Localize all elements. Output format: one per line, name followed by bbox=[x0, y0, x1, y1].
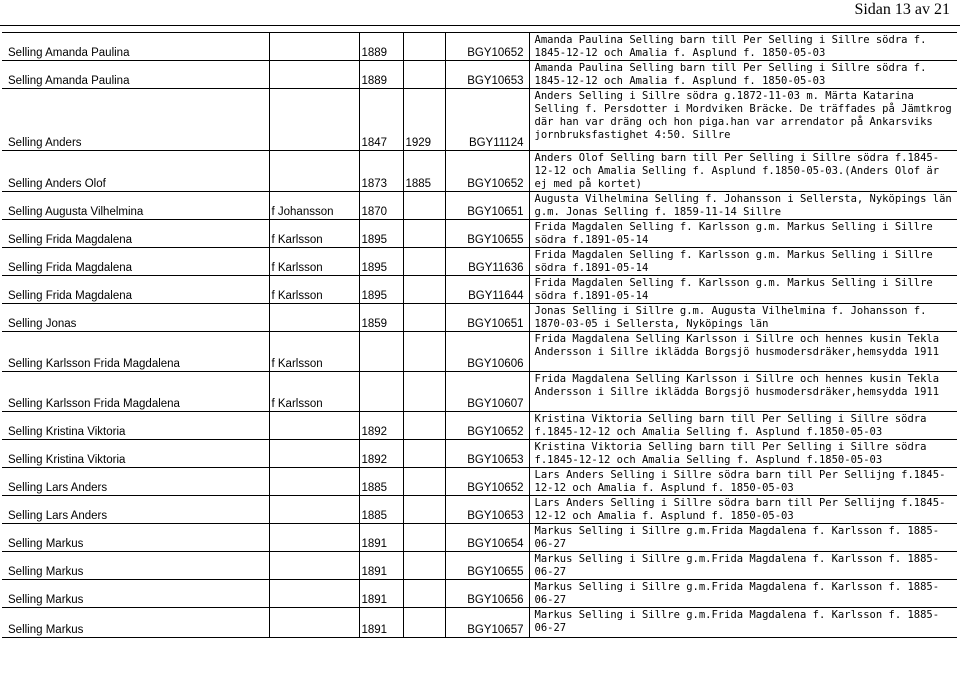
person-name-cell: Selling Markus bbox=[2, 608, 269, 638]
register-body bbox=[2, 33, 957, 638]
description-cell: Anders Selling i Sillre södra g.1872-11-03 m. Märta Katarina Selling f. Persdotter i Mordviken Bräcke. De träffades på Jämtkrog där han var dräng och hon piga.han var arrendator på Ankarsviks jornbruksfastighet 4:50. Sillre bbox=[529, 89, 957, 151]
death-year-cell bbox=[403, 608, 445, 638]
description-cell: Augusta Vilhelmina Selling f. Johansson i Sellersta, Nyköpings län g.m. Jonas Selling f. 1859-11-14 Sillre bbox=[529, 192, 957, 220]
table-row bbox=[2, 608, 957, 638]
maiden-name-cell bbox=[269, 412, 359, 440]
table-row bbox=[2, 440, 957, 468]
photo-code-cell: BGY11636 bbox=[445, 248, 529, 276]
photo-code-cell: BGY10651 bbox=[445, 304, 529, 332]
person-name-cell: Selling Kristina Viktoria bbox=[2, 440, 269, 468]
death-year-cell bbox=[403, 412, 445, 440]
photo-code-cell: BGY10606 bbox=[445, 332, 529, 372]
photo-code-cell: BGY10652 bbox=[445, 468, 529, 496]
description-cell: Frida Magdalen Selling f. Karlsson g.m. Markus Selling i Sillre södra f.1891-05-14 bbox=[529, 248, 957, 276]
photo-code-cell: BGY10652 bbox=[445, 33, 529, 61]
person-name-cell: Selling Amanda Paulina bbox=[2, 33, 269, 61]
register-table bbox=[2, 32, 957, 638]
birth-year-cell: 1889 bbox=[359, 33, 403, 61]
description-cell: Jonas Selling i Sillre g.m. Augusta Vilhelmina f. Johansson f. 1870-03-05 i Sellersta, Nyköpings län bbox=[529, 304, 957, 332]
death-year-cell: 1885 bbox=[403, 151, 445, 192]
table-row bbox=[2, 552, 957, 580]
photo-code-cell: BGY10655 bbox=[445, 220, 529, 248]
person-name-cell: Selling Frida Magdalena bbox=[2, 276, 269, 304]
maiden-name-cell bbox=[269, 552, 359, 580]
person-name-cell: Selling Karlsson Frida Magdalena bbox=[2, 372, 269, 412]
death-year-cell bbox=[403, 248, 445, 276]
birth-year-cell: 1885 bbox=[359, 468, 403, 496]
maiden-name-cell: f Karlsson bbox=[269, 276, 359, 304]
table-row bbox=[2, 89, 957, 151]
birth-year-cell: 1885 bbox=[359, 496, 403, 524]
photo-code-cell: BGY10653 bbox=[445, 61, 529, 89]
death-year-cell bbox=[403, 332, 445, 372]
maiden-name-cell: f Karlsson bbox=[269, 248, 359, 276]
birth-year-cell: 1889 bbox=[359, 61, 403, 89]
maiden-name-cell bbox=[269, 524, 359, 552]
person-name-cell: Selling Markus bbox=[2, 524, 269, 552]
page-header bbox=[0, 0, 960, 26]
table-row bbox=[2, 412, 957, 440]
photo-code-cell: BGY10652 bbox=[445, 412, 529, 440]
person-name-cell: Selling Lars Anders bbox=[2, 468, 269, 496]
table-row bbox=[2, 304, 957, 332]
birth-year-cell: 1895 bbox=[359, 276, 403, 304]
photo-code-cell: BGY10652 bbox=[445, 151, 529, 192]
birth-year-cell: 1892 bbox=[359, 412, 403, 440]
person-name-cell: Selling Anders Olof bbox=[2, 151, 269, 192]
table-row bbox=[2, 61, 957, 89]
birth-year-cell: 1891 bbox=[359, 552, 403, 580]
person-name-cell: Selling Jonas bbox=[2, 304, 269, 332]
maiden-name-cell: f Karlsson bbox=[269, 332, 359, 372]
description-cell: Frida Magdalena Selling Karlsson i Sillre och hennes kusin Tekla Andersson i Sillre iklädda Borgsjö husmodersdräker,hemsydda 1911 bbox=[529, 332, 957, 372]
description-cell: Frida Magdalena Selling Karlsson i Sillre och hennes kusin Tekla Andersson i Sillre iklädda Borgsjö husmodersdräker,hemsydda 1911 bbox=[529, 372, 957, 412]
photo-code-cell: BGY10656 bbox=[445, 580, 529, 608]
maiden-name-cell: f Karlsson bbox=[269, 372, 359, 412]
maiden-name-cell bbox=[269, 468, 359, 496]
table-row bbox=[2, 580, 957, 608]
description-cell: Markus Selling i Sillre g.m.Frida Magdalena f. Karlsson f. 1885-06-27 bbox=[529, 524, 957, 552]
birth-year-cell: 1847 bbox=[359, 89, 403, 151]
death-year-cell: 1929 bbox=[403, 89, 445, 151]
description-cell: Lars Anders Selling i Sillre södra barn till Per Sellijng f.1845-12-12 och Amalia f. Asplund f. 1850-05-03 bbox=[529, 468, 957, 496]
death-year-cell bbox=[403, 220, 445, 248]
table-row bbox=[2, 248, 957, 276]
birth-year-cell: 1873 bbox=[359, 151, 403, 192]
death-year-cell bbox=[403, 468, 445, 496]
death-year-cell bbox=[403, 304, 445, 332]
birth-year-cell: 1891 bbox=[359, 608, 403, 638]
death-year-cell bbox=[403, 496, 445, 524]
death-year-cell bbox=[403, 372, 445, 412]
death-year-cell bbox=[403, 192, 445, 220]
table-row bbox=[2, 151, 957, 192]
person-name-cell: Selling Kristina Viktoria bbox=[2, 412, 269, 440]
person-name-cell: Selling Markus bbox=[2, 580, 269, 608]
description-cell: Frida Magdalen Selling f. Karlsson g.m. Markus Selling i Sillre södra f.1891-05-14 bbox=[529, 220, 957, 248]
photo-code-cell: BGY10651 bbox=[445, 192, 529, 220]
death-year-cell bbox=[403, 33, 445, 61]
table-row bbox=[2, 276, 957, 304]
birth-year-cell: 1870 bbox=[359, 192, 403, 220]
table-row bbox=[2, 220, 957, 248]
birth-year-cell: 1895 bbox=[359, 248, 403, 276]
maiden-name-cell bbox=[269, 33, 359, 61]
table-row bbox=[2, 332, 957, 372]
death-year-cell bbox=[403, 276, 445, 304]
maiden-name-cell bbox=[269, 151, 359, 192]
description-cell: Lars Anders Selling i Sillre södra barn till Per Sellijng f.1845-12-12 och Amalia f. Asplund f. 1850-05-03 bbox=[529, 496, 957, 524]
description-cell: Markus Selling i Sillre g.m.Frida Magdalena f. Karlsson f. 1885-06-27 bbox=[529, 552, 957, 580]
person-name-cell: Selling Anders bbox=[2, 89, 269, 151]
death-year-cell bbox=[403, 580, 445, 608]
person-name-cell: Selling Amanda Paulina bbox=[2, 61, 269, 89]
death-year-cell bbox=[403, 552, 445, 580]
person-name-cell: Selling Frida Magdalena bbox=[2, 248, 269, 276]
person-name-cell: Selling Augusta Vilhelmina bbox=[2, 192, 269, 220]
photo-code-cell: BGY10655 bbox=[445, 552, 529, 580]
maiden-name-cell bbox=[269, 440, 359, 468]
maiden-name-cell bbox=[269, 580, 359, 608]
maiden-name-cell: f Karlsson bbox=[269, 220, 359, 248]
description-cell: Kristina Viktoria Selling barn till Per Selling i Sillre södra f.1845-12-12 och Amalia Selling f. Asplund f.1850-05-03 bbox=[529, 440, 957, 468]
birth-year-cell bbox=[359, 372, 403, 412]
page-number: Sidan 13 av 21 bbox=[854, 1, 950, 18]
table-row bbox=[2, 496, 957, 524]
maiden-name-cell bbox=[269, 304, 359, 332]
birth-year-cell bbox=[359, 332, 403, 372]
maiden-name-cell: f Johansson bbox=[269, 192, 359, 220]
table-row bbox=[2, 192, 957, 220]
photo-code-cell: BGY10653 bbox=[445, 496, 529, 524]
photo-code-cell: BGY10654 bbox=[445, 524, 529, 552]
death-year-cell bbox=[403, 61, 445, 89]
description-cell: Kristina Viktoria Selling barn till Per Selling i Sillre södra f.1845-12-12 och Amalia Selling f. Asplund f.1850-05-03 bbox=[529, 412, 957, 440]
photo-code-cell: BGY10653 bbox=[445, 440, 529, 468]
photo-code-cell: BGY11644 bbox=[445, 276, 529, 304]
description-cell: Amanda Paulina Selling barn till Per Selling i Sillre södra f. 1845-12-12 och Amalia f. Asplund f. 1850-05-03 bbox=[529, 61, 957, 89]
description-cell: Markus Selling i Sillre g.m.Frida Magdalena f. Karlsson f. 1885-06-27 bbox=[529, 580, 957, 608]
person-name-cell: Selling Karlsson Frida Magdalena bbox=[2, 332, 269, 372]
description-cell: Amanda Paulina Selling barn till Per Selling i Sillre södra f. 1845-12-12 och Amalia f. Asplund f. 1850-05-03 bbox=[529, 33, 957, 61]
person-name-cell: Selling Frida Magdalena bbox=[2, 220, 269, 248]
description-cell: Markus Selling i Sillre g.m.Frida Magdalena f. Karlsson f. 1885-06-27 bbox=[529, 608, 957, 638]
photo-code-cell: BGY10607 bbox=[445, 372, 529, 412]
description-cell: Frida Magdalen Selling f. Karlsson g.m. Markus Selling i Sillre södra f.1891-05-14 bbox=[529, 276, 957, 304]
photo-code-cell: BGY11124 bbox=[445, 89, 529, 151]
birth-year-cell: 1895 bbox=[359, 220, 403, 248]
death-year-cell bbox=[403, 440, 445, 468]
table-row bbox=[2, 468, 957, 496]
birth-year-cell: 1891 bbox=[359, 524, 403, 552]
person-name-cell: Selling Markus bbox=[2, 552, 269, 580]
table-row bbox=[2, 524, 957, 552]
description-cell: Anders Olof Selling barn till Per Selling i Sillre södra f.1845-12-12 och Amalia Selling f. Asplund f.1850-05-03.(Anders Olof är ej med på kortet) bbox=[529, 151, 957, 192]
maiden-name-cell bbox=[269, 496, 359, 524]
table-row bbox=[2, 372, 957, 412]
birth-year-cell: 1892 bbox=[359, 440, 403, 468]
maiden-name-cell bbox=[269, 608, 359, 638]
photo-code-cell: BGY10657 bbox=[445, 608, 529, 638]
birth-year-cell: 1891 bbox=[359, 580, 403, 608]
person-name-cell: Selling Lars Anders bbox=[2, 496, 269, 524]
death-year-cell bbox=[403, 524, 445, 552]
birth-year-cell: 1859 bbox=[359, 304, 403, 332]
maiden-name-cell bbox=[269, 61, 359, 89]
maiden-name-cell bbox=[269, 89, 359, 151]
table-row bbox=[2, 33, 957, 61]
